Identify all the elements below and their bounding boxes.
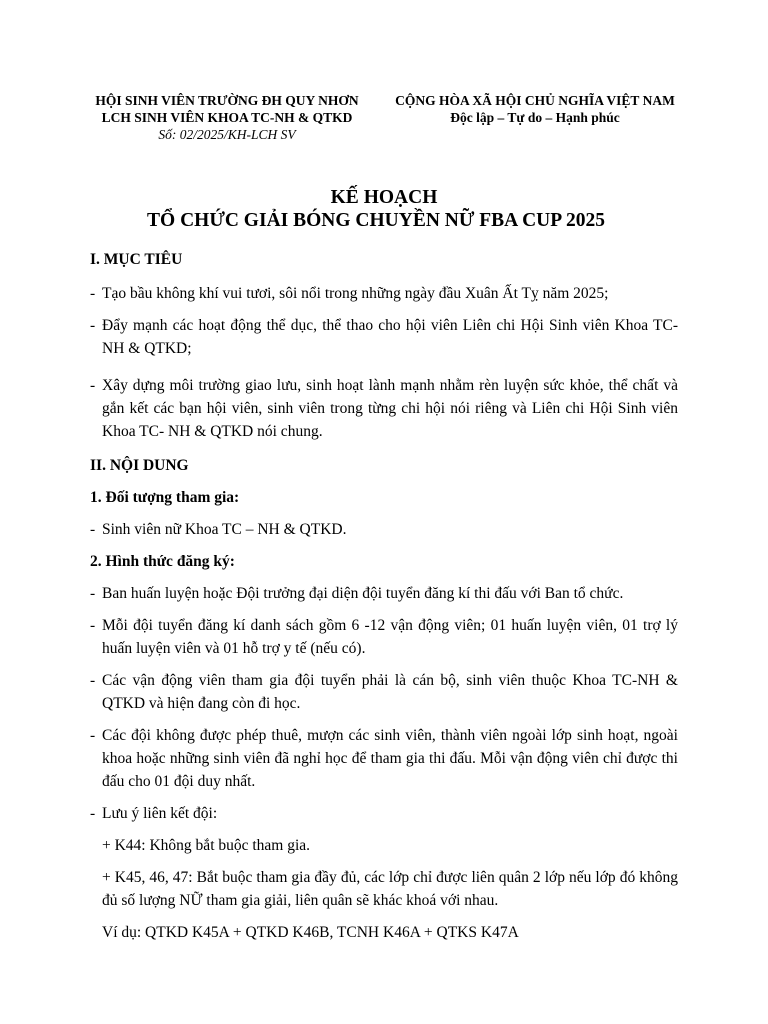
list-item-text: Sinh viên nữ Khoa TC – NH & QTKD.	[102, 521, 347, 538]
title-line-2: TỔ CHỨC GIẢI BÓNG CHUYỀN NỮ FBA CUP 2025	[147, 210, 605, 231]
national-motto: Độc lập – Tự do – Hạnh phúc	[450, 110, 620, 125]
list-item	[90, 282, 678, 305]
org-unit: LCH SINH VIÊN KHOA TC-NH & QTKD	[101, 110, 353, 125]
list-item-text: Lưu ý liên kết đội:	[102, 805, 218, 822]
header-national	[380, 92, 690, 126]
note-item: + K45, 46, 47: Bắt buộc tham gia đầy đủ, các lớp chỉ được liên quân 2 lớp nếu lớp đó không đủ số lượng NỮ tham gia giải, liên quân sẽ khác khoá với nhau.	[102, 869, 678, 909]
bullet-dash: -	[90, 585, 96, 602]
bullet-dash: -	[90, 317, 96, 334]
subsection-heading-registration: 2. Hình thức đăng ký:	[90, 553, 235, 570]
org-name: HỘI SINH VIÊN TRƯỜNG ĐH QUY NHƠN	[95, 93, 359, 108]
header-organization	[62, 92, 392, 143]
bullet-dash: -	[90, 285, 96, 302]
list-item-text: Mỗi đội tuyển đăng kí danh sách gồm 6 -12 vận động viên; 01 huấn luyện viên, 01 trợ lý huấn luyện viên và 01 hỗ trợ y tế (nếu có).	[102, 617, 678, 657]
bullet-dash: -	[90, 672, 96, 689]
list-item	[90, 724, 678, 793]
list-item-text: Ban huấn luyện hoặc Đội trưởng đại diện đội tuyển đăng kí thi đấu với Ban tổ chức.	[102, 585, 624, 602]
list-item	[90, 669, 678, 715]
document-title	[0, 186, 768, 232]
bullet-dash: -	[90, 617, 96, 634]
section-heading-content: II. NỘI DUNG	[90, 457, 189, 474]
list-item	[90, 582, 678, 605]
document-number: Số: 02/2025/KH-LCH SV	[158, 127, 296, 142]
title-line-1: KẾ HOẠCH	[330, 187, 438, 208]
list-item-text: Đẩy mạnh các hoạt động thể dục, thể thao cho hội viên Liên chi Hội Sinh viên Khoa TC- NH & QTKD;	[102, 317, 678, 357]
list-item-text: Các đội không được phép thuê, mượn các sinh viên, thành viên ngoài lớp sinh hoạt, ngoài khoa hoặc những sinh viên đã nghỉ học để tham gia thi đấu. Mỗi vận động viên chỉ được thi đấu cho 01 đội duy nhất.	[102, 727, 678, 790]
note-item: + K44: Không bắt buộc tham gia.	[102, 837, 311, 854]
list-item	[90, 314, 678, 360]
section-heading-objectives: I. MỤC TIÊU	[90, 251, 183, 268]
subsection-heading-participants: 1. Đối tượng tham gia:	[90, 489, 240, 506]
list-item	[90, 802, 678, 825]
list-item	[90, 614, 678, 660]
list-item-text: Tạo bầu không khí vui tươi, sôi nổi trong những ngày đầu Xuân Ất Tỵ năm 2025;	[102, 285, 609, 302]
list-item	[90, 374, 678, 443]
list-item-text: Xây dựng môi trường giao lưu, sinh hoạt lành mạnh nhằm rèn luyện sức khỏe, thể chất và gắn kết các bạn hội viên, sinh viên trong từng chi hội nói riêng và Liên chi Hội Sinh viên Khoa TC- NH & QTKD nói chung.	[102, 377, 678, 440]
bullet-dash: -	[90, 377, 96, 394]
list-item-text: Các vận động viên tham gia đội tuyển phải là cán bộ, sinh viên thuộc Khoa TC-NH & QTKD và hiện đang còn đi học.	[102, 672, 678, 712]
document-body	[90, 248, 678, 944]
bullet-dash: -	[90, 521, 96, 538]
list-item	[90, 518, 678, 541]
example-line: Ví dụ: QTKD K45A + QTKD K46B, TCNH K46A + QTKS K47A	[102, 924, 519, 941]
national-title: CỘNG HÒA XÃ HỘI CHỦ NGHĨA VIỆT NAM	[395, 93, 675, 108]
bullet-dash: -	[90, 805, 96, 822]
bullet-dash: -	[90, 727, 96, 744]
